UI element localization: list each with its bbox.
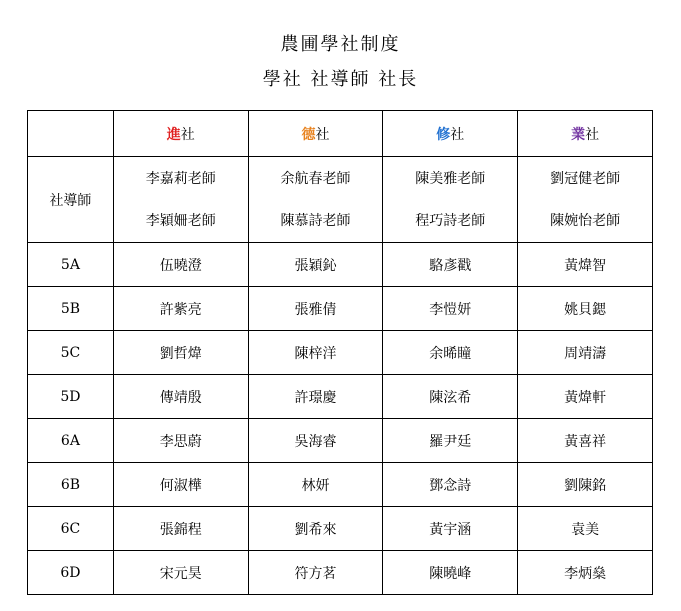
- table-row: [28, 243, 653, 287]
- house-suffix: 社: [450, 126, 465, 143]
- table-row: [28, 507, 653, 551]
- class-cell: 5C: [28, 331, 114, 375]
- class-cell: 5B: [28, 287, 114, 331]
- class-cell: 6A: [28, 419, 114, 463]
- captain-cell: 黃宇涵: [383, 507, 518, 551]
- captain-cell: 羅尹廷: [383, 419, 518, 463]
- captain-cell: 鄧念詩: [383, 463, 518, 507]
- house-header: [383, 111, 518, 157]
- house-header: [518, 111, 653, 157]
- captain-cell: 李炳燊: [518, 551, 653, 595]
- captain-cell: 袁美: [518, 507, 653, 551]
- captain-cell: 姚貝鍶: [518, 287, 653, 331]
- teacher-name: 陳慕詩老師: [280, 212, 351, 229]
- captain-cell: 李愷妍: [383, 287, 518, 331]
- house-suffix: 社: [180, 126, 195, 143]
- captain-cell: 劉哲煒: [113, 331, 248, 375]
- table-row: [28, 331, 653, 375]
- house-header: [113, 111, 248, 157]
- table-row: [28, 375, 653, 419]
- house-suffix: 社: [315, 126, 330, 143]
- house-initial: 業: [571, 126, 586, 143]
- table-row: [28, 551, 653, 595]
- teacher-row: [28, 157, 653, 243]
- captain-cell: 劉陳銘: [518, 463, 653, 507]
- table-row: [28, 419, 653, 463]
- captain-cell: 何淑樺: [113, 463, 248, 507]
- teacher-name: 程巧詩老師: [415, 212, 486, 229]
- class-cell: 6D: [28, 551, 114, 595]
- page-subtitle: 學社 社導師 社長: [262, 69, 419, 90]
- captain-cell: 陳曉峰: [383, 551, 518, 595]
- captain-cell: 許璟慶: [248, 375, 383, 419]
- captain-cell: 傳靖殷: [113, 375, 248, 419]
- captain-cell: 張穎鈊: [248, 243, 383, 287]
- teacher-name: 陳婉怡老師: [550, 212, 621, 229]
- house-suffix: 社: [585, 126, 600, 143]
- captain-cell: 符方茗: [248, 551, 383, 595]
- teacher-name: 陳美雅老師: [415, 170, 486, 187]
- captain-cell: 余晞瞳: [383, 331, 518, 375]
- captain-cell: 駱彥戳: [383, 243, 518, 287]
- header-corner: [28, 111, 114, 157]
- captain-cell: 黃喜祥: [518, 419, 653, 463]
- captain-cell: 陳梓洋: [248, 331, 383, 375]
- captain-cell: 張錦程: [113, 507, 248, 551]
- table-row: [28, 287, 653, 331]
- teacher-name: 李穎姍老師: [145, 212, 216, 229]
- house-header: [248, 111, 383, 157]
- table-row: [28, 463, 653, 507]
- teacher-name: 李嘉莉老師: [145, 170, 216, 187]
- class-cell: 5A: [28, 243, 114, 287]
- page-title: 農圃學社制度: [280, 34, 401, 55]
- captain-cell: 伍曉澄: [113, 243, 248, 287]
- captain-cell: 劉希來: [248, 507, 383, 551]
- house-table: [27, 110, 653, 595]
- class-cell: 6B: [28, 463, 114, 507]
- captain-cell: 黃煒智: [518, 243, 653, 287]
- captain-cell: 林妍: [248, 463, 383, 507]
- captain-cell: 陳泫希: [383, 375, 518, 419]
- captain-cell: 李思蔚: [113, 419, 248, 463]
- teacher-name: 余航春老師: [280, 170, 351, 187]
- house-initial: 修: [436, 126, 451, 143]
- teacher-cell: [248, 157, 383, 243]
- captain-cell: 許紫亮: [113, 287, 248, 331]
- teacher-label: 社導師: [28, 157, 114, 243]
- house-initial: 進: [166, 126, 181, 143]
- house-initial: 德: [301, 126, 316, 143]
- captain-cell: 黃煒軒: [518, 375, 653, 419]
- header-row: [28, 111, 653, 157]
- teacher-cell: [113, 157, 248, 243]
- class-cell: 6C: [28, 507, 114, 551]
- captain-cell: 張雅倩: [248, 287, 383, 331]
- teacher-cell: [518, 157, 653, 243]
- captain-cell: 吳海睿: [248, 419, 383, 463]
- class-cell: 5D: [28, 375, 114, 419]
- teacher-cell: [383, 157, 518, 243]
- captain-cell: 周靖濤: [518, 331, 653, 375]
- teacher-name: 劉冠健老師: [550, 170, 621, 187]
- captain-cell: 宋元昊: [113, 551, 248, 595]
